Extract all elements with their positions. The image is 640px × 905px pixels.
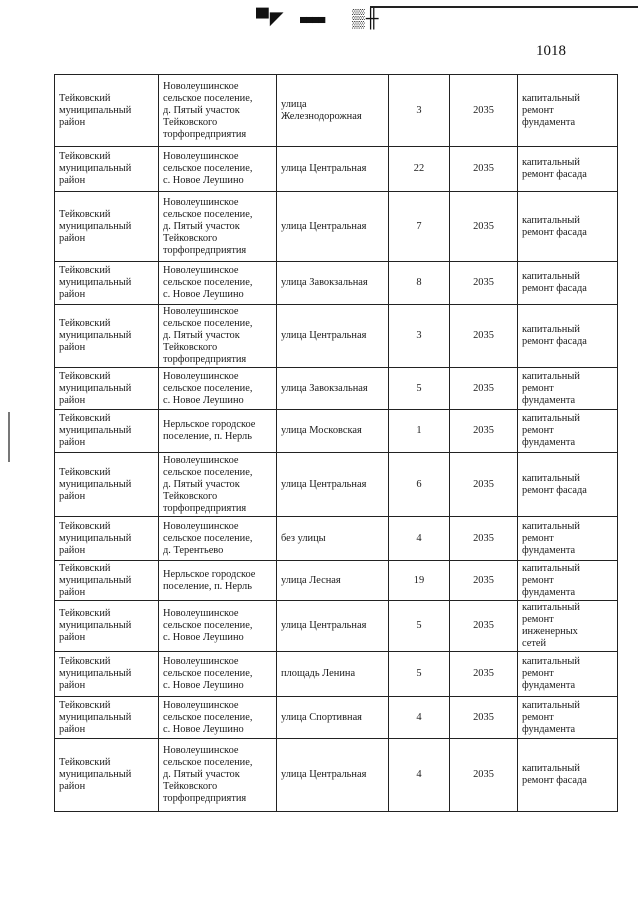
house-number-cell: 3 bbox=[389, 75, 450, 147]
year-cell: 2035 bbox=[450, 410, 518, 453]
table-row bbox=[55, 192, 618, 262]
street-cell: улица Завокзальная bbox=[277, 368, 389, 410]
settlement-cell: Нерльское городское поселение, п. Нерль bbox=[159, 561, 277, 601]
house-number-cell: 5 bbox=[389, 601, 450, 652]
house-number-cell: 5 bbox=[389, 368, 450, 410]
house-number-cell: 6 bbox=[389, 453, 450, 517]
house-number-cell: 3 bbox=[389, 305, 450, 368]
year-cell: 2035 bbox=[450, 262, 518, 305]
house-number-cell: 4 bbox=[389, 697, 450, 739]
settlement-cell: Новолеушинское сельское поселение, д. Пятый участок Тейковского торфопредприятия bbox=[159, 453, 277, 517]
district-cell: Тейковский муниципальный район bbox=[55, 453, 159, 517]
district-cell: Тейковский муниципальный район bbox=[55, 697, 159, 739]
work-type-cell: капитальный ремонт инженерных сетей bbox=[518, 601, 618, 652]
year-cell: 2035 bbox=[450, 652, 518, 697]
repair-schedule-table bbox=[54, 74, 618, 812]
work-type-cell: капитальный ремонт фундамента bbox=[518, 561, 618, 601]
table-row bbox=[55, 147, 618, 192]
district-cell: Тейковский муниципальный район bbox=[55, 305, 159, 368]
settlement-cell: Новолеушинское сельское поселение, с. Новое Леушино bbox=[159, 147, 277, 192]
work-type-cell: капитальный ремонт фасада bbox=[518, 147, 618, 192]
house-number-cell: 1 bbox=[389, 410, 450, 453]
district-cell: Тейковский муниципальный район bbox=[55, 368, 159, 410]
house-number-cell: 4 bbox=[389, 517, 450, 561]
work-type-cell: капитальный ремонт фундамента bbox=[518, 368, 618, 410]
settlement-cell: Новолеушинское сельское поселение, с. Новое Леушино bbox=[159, 368, 277, 410]
scan-artifact-left: ▀◤ bbox=[256, 8, 285, 28]
year-cell: 2035 bbox=[450, 75, 518, 147]
district-cell: Тейковский муниципальный район bbox=[55, 410, 159, 453]
year-cell: 2035 bbox=[450, 305, 518, 368]
street-cell: улица Завокзальная bbox=[277, 262, 389, 305]
settlement-cell: Новолеушинское сельское поселение, с. Новое Леушино bbox=[159, 652, 277, 697]
table-row bbox=[55, 262, 618, 305]
year-cell: 2035 bbox=[450, 147, 518, 192]
district-cell: Тейковский муниципальный район bbox=[55, 601, 159, 652]
street-cell: без улицы bbox=[277, 517, 389, 561]
work-type-cell: капитальный ремонт фундамента bbox=[518, 697, 618, 739]
house-number-cell: 4 bbox=[389, 739, 450, 812]
settlement-cell: Новолеушинское сельское поселение, д. Терентьево bbox=[159, 517, 277, 561]
table-row bbox=[55, 601, 618, 652]
street-cell: улица Центральная bbox=[277, 192, 389, 262]
scan-side-mark bbox=[8, 412, 10, 462]
scan-artifact-middle: ▄▄▄▄ bbox=[300, 12, 325, 23]
district-cell: Тейковский муниципальный район bbox=[55, 652, 159, 697]
year-cell: 2035 bbox=[450, 368, 518, 410]
district-cell: Тейковский муниципальный район bbox=[55, 75, 159, 147]
year-cell: 2035 bbox=[450, 517, 518, 561]
house-number-cell: 5 bbox=[389, 652, 450, 697]
table-row bbox=[55, 739, 618, 812]
year-cell: 2035 bbox=[450, 453, 518, 517]
settlement-cell: Новолеушинское сельское поселение, д. Пятый участок Тейковского торфопредприятия bbox=[159, 739, 277, 812]
table-row bbox=[55, 410, 618, 453]
page-number: 1018 bbox=[536, 43, 566, 59]
year-cell: 2035 bbox=[450, 561, 518, 601]
work-type-cell: капитальный ремонт фундамента bbox=[518, 517, 618, 561]
table-row bbox=[55, 305, 618, 368]
district-cell: Тейковский муниципальный район bbox=[55, 262, 159, 305]
table-row bbox=[55, 517, 618, 561]
settlement-cell: Новолеушинское сельское поселение, д. Пятый участок Тейковского торфопредприятия bbox=[159, 75, 277, 147]
settlement-cell: Новолеушинское сельское поселение, д. Пятый участок Тейковского торфопредприятия bbox=[159, 305, 277, 368]
scan-artifact-right: ▒╫ bbox=[352, 8, 380, 28]
street-cell: улица Лесная bbox=[277, 561, 389, 601]
settlement-cell: Новолеушинское сельское поселение, с. Новое Леушино bbox=[159, 601, 277, 652]
house-number-cell: 19 bbox=[389, 561, 450, 601]
street-cell: улица Центральная bbox=[277, 305, 389, 368]
settlement-cell: Новолеушинское сельское поселение, с. Новое Леушино bbox=[159, 262, 277, 305]
table-row bbox=[55, 697, 618, 739]
table-row bbox=[55, 368, 618, 410]
table-body bbox=[55, 75, 618, 812]
house-number-cell: 7 bbox=[389, 192, 450, 262]
settlement-cell: Новолеушинское сельское поселение, д. Пятый участок Тейковского торфопредприятия bbox=[159, 192, 277, 262]
work-type-cell: капитальный ремонт фасада bbox=[518, 262, 618, 305]
district-cell: Тейковский муниципальный район bbox=[55, 192, 159, 262]
settlement-cell: Нерльское городское поселение, п. Нерль bbox=[159, 410, 277, 453]
street-cell: улица Спортивная bbox=[277, 697, 389, 739]
district-cell: Тейковский муниципальный район bbox=[55, 739, 159, 812]
work-type-cell: капитальный ремонт фасада bbox=[518, 453, 618, 517]
district-cell: Тейковский муниципальный район bbox=[55, 147, 159, 192]
work-type-cell: капитальный ремонт фасада bbox=[518, 305, 618, 368]
work-type-cell: капитальный ремонт фундамента bbox=[518, 410, 618, 453]
street-cell: улица Московская bbox=[277, 410, 389, 453]
settlement-cell: Новолеушинское сельское поселение, с. Новое Леушино bbox=[159, 697, 277, 739]
year-cell: 2035 bbox=[450, 739, 518, 812]
year-cell: 2035 bbox=[450, 601, 518, 652]
street-cell: улица Центральная bbox=[277, 739, 389, 812]
work-type-cell: капитальный ремонт фундамента bbox=[518, 652, 618, 697]
district-cell: Тейковский муниципальный район bbox=[55, 517, 159, 561]
year-cell: 2035 bbox=[450, 192, 518, 262]
year-cell: 2035 bbox=[450, 697, 518, 739]
street-cell: улица Железнодорожная bbox=[277, 75, 389, 147]
district-cell: Тейковский муниципальный район bbox=[55, 561, 159, 601]
work-type-cell: капитальный ремонт фасада bbox=[518, 739, 618, 812]
house-number-cell: 22 bbox=[389, 147, 450, 192]
scan-top-rule bbox=[370, 6, 638, 8]
street-cell: площадь Ленина bbox=[277, 652, 389, 697]
work-type-cell: капитальный ремонт фундамента bbox=[518, 75, 618, 147]
table-row bbox=[55, 561, 618, 601]
work-type-cell: капитальный ремонт фасада bbox=[518, 192, 618, 262]
street-cell: улица Центральная bbox=[277, 601, 389, 652]
table-row bbox=[55, 75, 618, 147]
street-cell: улица Центральная bbox=[277, 147, 389, 192]
house-number-cell: 8 bbox=[389, 262, 450, 305]
table-row bbox=[55, 453, 618, 517]
street-cell: улица Центральная bbox=[277, 453, 389, 517]
table-row bbox=[55, 652, 618, 697]
